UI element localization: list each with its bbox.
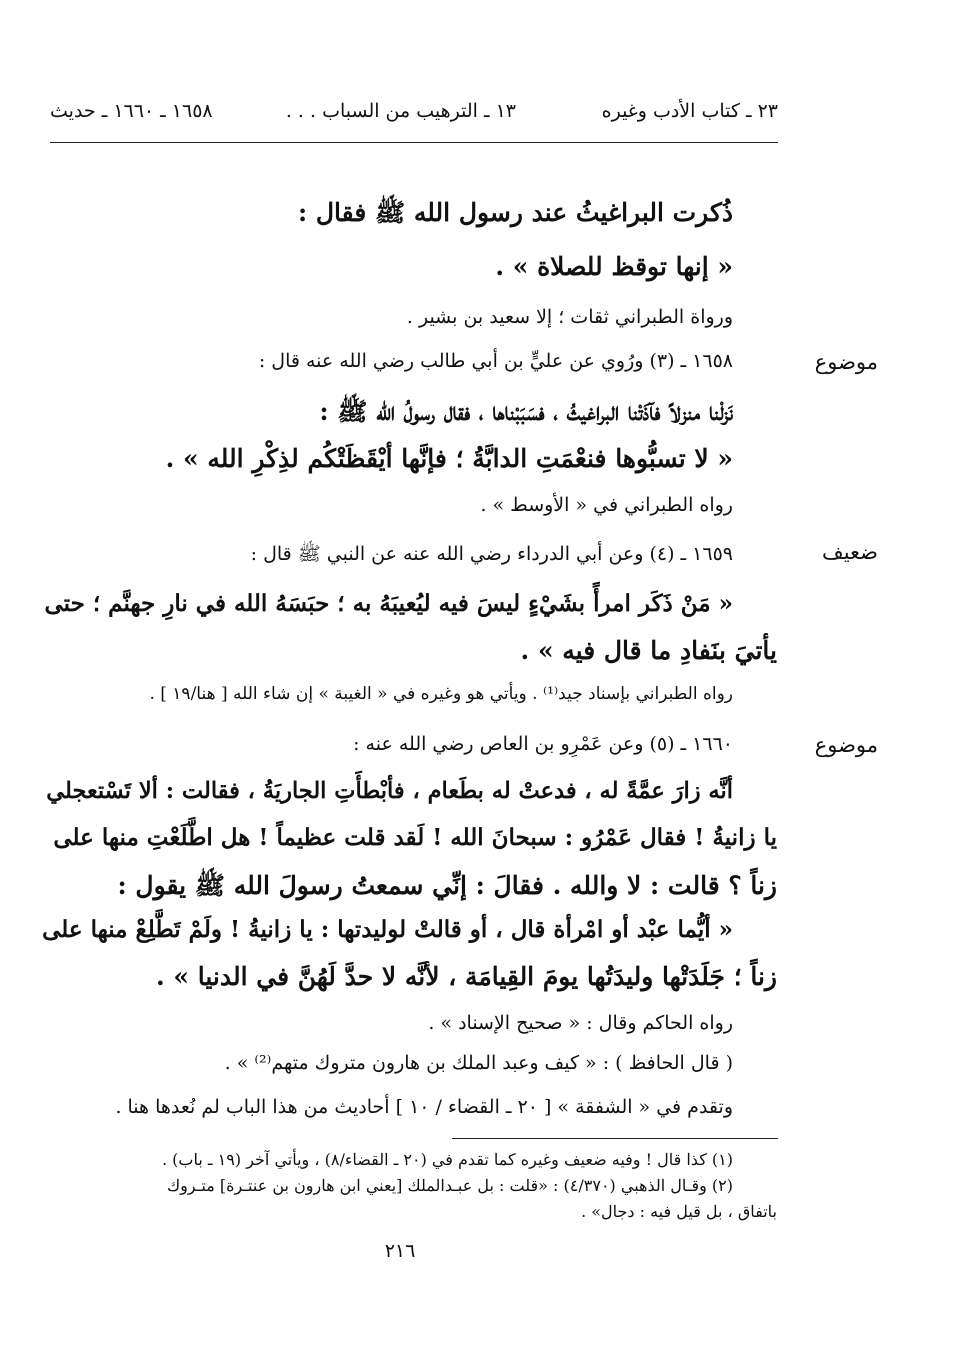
- footnote-2-line-1: (٢) وقـال الذهبي (٤/٣٧٠) : «قلت : بل عبـدالملك [يعني ابن هارون بن عنتـرة] متـروك: [166, 1176, 733, 1195]
- hadith-1658-line-1: نَزلْنا منزلاً فآذَتْنا البراغيثُ ، فسَبَبْناها ، فقال رسولُ الله ﷺ :: [319, 397, 733, 426]
- hadith-1659-source: رواه الطبراني بإسناد جيد⁽¹⁾ . ويأتي هو وغيره في « الغيبة » إن شاء الله [ هنا/١٩ ] .: [149, 684, 733, 704]
- hadith-1659-head: ١٦٥٩ ـ (٤) وعن أبي الدرداء رضي الله عنه عن النبي ﷺ قال :: [250, 543, 733, 565]
- intro-line-2: « إنها توقظ للصلاة » .: [495, 252, 733, 281]
- page-number: ٢١٦: [384, 1240, 416, 1262]
- hadith-1658-line-2: « لا تسبُّوها فنعْمَتِ الدابَّةُ ؛ فإنَّها أيْقَظَتْكُم لذِكْرِ الله » .: [165, 444, 733, 473]
- running-header: [50, 96, 778, 136]
- hadith-1660-line-5: زناً ؛ جَلَدَتْها وليدَتُها يومَ القِيامَة ، لأنَّه لا حدَّ لَهُنَّ في الدنيا » .: [156, 962, 777, 991]
- hadith-1660-source-2: ( قال الحافظ ) : « كيف وعبد الملك بن هارون متروك متهم⁽²⁾ » .: [224, 1052, 733, 1074]
- hadith-1660-line-3: زناً ؟ قالت : لا والله . فقالَ : إنِّي سمعتُ رسولَ الله ﷺ يقول :: [117, 871, 777, 900]
- hadith-1659-line-1: « مَنْ ذَكَر امرأً بشَيْءٍ ليسَ فيه ليُعيبَهُ به ؛ حبَسَهُ الله في نارِ جهنَّم ؛ حتى: [44, 590, 733, 617]
- header-hadith-range: ١٦٥٨ ـ ١٦٦٠ ـ حديث: [50, 100, 213, 122]
- grade-label-1660: موضوع: [814, 733, 878, 757]
- hadith-1660-head: ١٦٦٠ ـ (٥) وعن عَمْرِو بن العاص رضي الله عنه :: [353, 733, 733, 755]
- grade-label-1659: ضعيف: [821, 540, 878, 564]
- footnote-2-line-2: باتفاق ، بل قيل فيه : دجال» .: [581, 1202, 777, 1221]
- intro-line-1: ذُكرت البراغيثُ عند رسول الله ﷺ فقال :: [297, 198, 733, 227]
- header-rule: [50, 142, 778, 143]
- footnote-1: (١) كذا قال ! وفيه ضعيف وغيره كما تقدم في (٢٠ ـ القضاء/٨) ، ويأتي آخر (١٩ ـ باب) .: [162, 1150, 733, 1169]
- grade-label-1658: موضوع: [814, 350, 878, 374]
- hadith-1660-line-4: « أيُّما عبْد أو امْرأة قال ، أو قالتْ لوليدتها : يا زانيةُ ! ولَمْ تَطَّلِعْ منها على: [42, 916, 733, 943]
- hadith-1660-source-3: وتقدم في « الشفقة » [ ٢٠ ـ القضاء / ١٠ ] أحاديث من هذا الباب لم نُعدها هنا .: [115, 1096, 733, 1118]
- hadith-1658-source: رواه الطبراني في « الأوسط » .: [480, 494, 733, 516]
- footnote-rule: [452, 1138, 778, 1139]
- hadith-1660-line-2: يا زانيةُ ! فقال عَمْرُو : سبحانَ الله ! لَقد قلت عظيماً ! هل اطَّلَعْتِ منها على: [53, 824, 777, 851]
- hadith-1660-source-1: رواه الحاكم وقال : « صحيح الإسناد » .: [428, 1012, 733, 1034]
- header-section: ١٣ ـ الترهيب من السباب . . .: [285, 100, 516, 122]
- hadith-1659-line-2: يأتيَ بنَفادِ ما قال فيه » .: [520, 636, 777, 665]
- intro-note: ورواة الطبراني ثقات ؛ إلا سعيد بن بشير .: [406, 306, 733, 328]
- header-chapter: ٢٣ ـ كتاب الأدب وغيره: [601, 100, 778, 122]
- hadith-1658-head: ١٦٥٨ ـ (٣) ورُوي عن عليٍّ بن أبي طالب رضي الله عنه قال :: [258, 350, 733, 372]
- hadith-1660-line-1: أنَّه زارَ عمَّةً له ، فدعتْ له بطَعام ، فأبْطأَتِ الجاريَةُ ، فقالت : ألا تَسْتعجلي: [46, 778, 733, 804]
